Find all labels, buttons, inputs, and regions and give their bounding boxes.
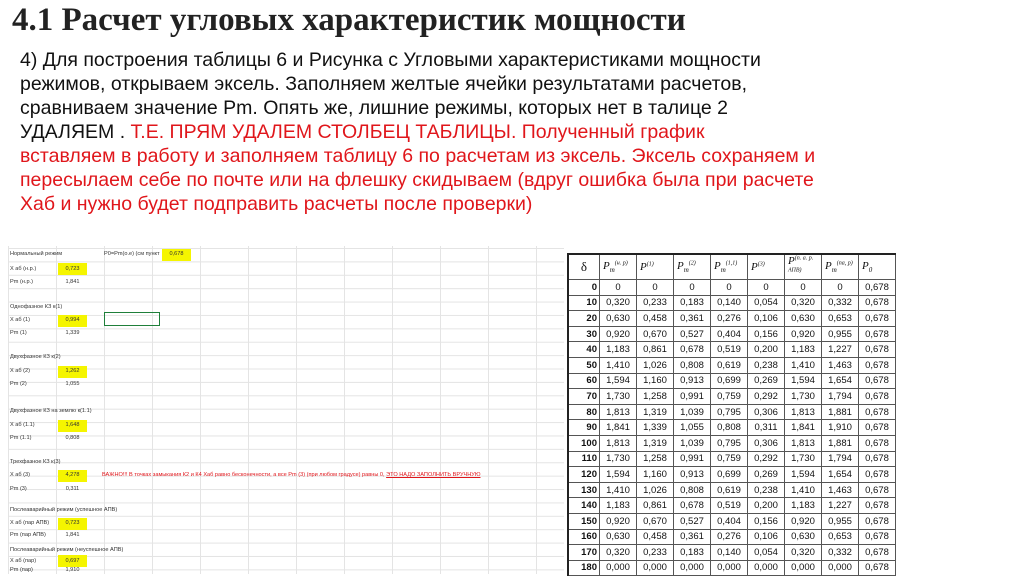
power-cell: 0,404: [711, 326, 748, 342]
power-cell: 1,410: [600, 482, 637, 498]
power-cell: 0,991: [674, 451, 711, 467]
delta-cell: 30: [568, 326, 600, 342]
power-cell: 1,841: [600, 420, 637, 436]
pmpar-label: Pm (пар АПВ): [10, 532, 46, 538]
delta-header: δ: [568, 254, 600, 280]
slide-title: 4.1 Расчет угловых характеристик мощности: [12, 2, 686, 38]
power-cell: 0,678: [859, 357, 896, 373]
power-cell: 0,920: [785, 326, 822, 342]
power-cell: 0,156: [748, 326, 785, 342]
delta-cell: 90: [568, 420, 600, 436]
power-cell: 0,699: [711, 467, 748, 483]
delta-cell: 120: [568, 467, 600, 483]
power-cell: 1,183: [785, 498, 822, 514]
pm-nr-value: 1,841: [65, 279, 80, 285]
power-header: $P_m^{(1,1)}$: [711, 254, 748, 280]
power-cell: 1,258: [637, 389, 674, 405]
power-cell: 0,991: [674, 389, 711, 405]
power-cell: 1,594: [600, 467, 637, 483]
text-line: 4) Для построения таблицы 6 и Рисунка с Угловыми характеристиками мощности: [20, 49, 761, 71]
power-cell: 0,678: [674, 342, 711, 358]
power-cell: 0,759: [711, 451, 748, 467]
power-cell: 0,404: [711, 513, 748, 529]
power-cell: 0,678: [859, 373, 896, 389]
power-cell: 0,630: [785, 311, 822, 327]
pm2-value: 1,055: [65, 381, 80, 387]
power-cell: 1,594: [785, 467, 822, 483]
pmp-label: Pm (пар): [10, 567, 33, 573]
kz3-header: Трехфазное КЗ к(3): [10, 459, 61, 465]
table-row: [568, 295, 896, 311]
excel-screenshot: [8, 246, 564, 574]
delta-cell: 150: [568, 513, 600, 529]
delta-cell: 100: [568, 435, 600, 451]
power-cell: 1,813: [785, 404, 822, 420]
table-header-row: [568, 254, 896, 280]
power-cell: 0,458: [637, 529, 674, 545]
power-header: $P_m^{(н. р)}$: [600, 254, 637, 280]
power-cell: 0,527: [674, 326, 711, 342]
power-cell: 1,227: [822, 498, 859, 514]
red-text-line: пересылаем себе по почте или на флешку скидываем (вдруг ошибка была при расчете: [20, 169, 814, 191]
power-cell: 0,106: [748, 311, 785, 327]
power-cell: 1,039: [674, 404, 711, 420]
table-row: [568, 404, 896, 420]
power-cell: 1,026: [637, 357, 674, 373]
power-cell: 0,361: [674, 529, 711, 545]
power-cell: 0,527: [674, 513, 711, 529]
power-cell: 0,200: [748, 498, 785, 514]
power-cell: 0,678: [859, 513, 896, 529]
delta-cell: 10: [568, 295, 600, 311]
p0-value: 0,678: [169, 251, 184, 257]
pm1-label: Pm (1): [10, 330, 27, 336]
delta-cell: 0: [568, 280, 600, 296]
delta-cell: 70: [568, 389, 600, 405]
table-row: [568, 529, 896, 545]
x3-value: 4,278: [65, 472, 80, 478]
table-row: [568, 342, 896, 358]
power-cell: 0,320: [600, 295, 637, 311]
power-cell: 0,955: [822, 326, 859, 342]
table-row: [568, 467, 896, 483]
power-cell: 0,678: [674, 498, 711, 514]
power-cell: 1,881: [822, 404, 859, 420]
power-cell: 0,795: [711, 404, 748, 420]
power-cell: 0,000: [748, 560, 785, 576]
power-cell: 0,678: [859, 389, 896, 405]
delta-cell: 160: [568, 529, 600, 545]
power-cell: 0,678: [859, 529, 896, 545]
power-cell: 0,861: [637, 498, 674, 514]
power-cell: 0,808: [674, 482, 711, 498]
warning-note: ВАЖНО!!! В точках замыкания К2 и К4 Хаб равно бесконечности, а все Pm (3) (при любом градусе) равны 0, ЭТО НАДО ЗАПОЛНИТЬ ВРУЧНУЮ: [102, 472, 481, 478]
power-cell: 1,183: [600, 498, 637, 514]
xpar-label: X аб (пар АПВ): [10, 520, 50, 526]
power-cell: 1,227: [822, 342, 859, 358]
power-cell: 0: [600, 280, 637, 296]
power-cell: 1,594: [600, 373, 637, 389]
power-cell: 0,233: [637, 295, 674, 311]
power-cell: 0,361: [674, 311, 711, 327]
power-cell: 0,678: [859, 404, 896, 420]
power-cell: 0,653: [822, 529, 859, 545]
power-cell: 0,306: [748, 435, 785, 451]
power-cell: 0,670: [637, 513, 674, 529]
red-emphasis-text: Т.Е. ПРЯМ УДАЛЕМ СТОЛБЕЦ ТАБЛИЦЫ. Полученный график: [130, 121, 705, 143]
power-cell: 0,276: [711, 311, 748, 327]
power-cell: 1,055: [674, 420, 711, 436]
table-row: [568, 420, 896, 436]
power-cell: 1,463: [822, 357, 859, 373]
x1-label: X аб (1): [10, 317, 30, 323]
table-row: [568, 498, 896, 514]
power-cell: 0,269: [748, 467, 785, 483]
power-cell: 0,320: [600, 545, 637, 561]
power-cell: 0,000: [674, 560, 711, 576]
power-cell: 1,730: [600, 451, 637, 467]
table-row: [568, 451, 896, 467]
power-cell: 0,292: [748, 389, 785, 405]
power-cell: 1,813: [600, 404, 637, 420]
power-header: $P^{(п. а. р. АПВ)}$: [785, 254, 822, 280]
power-cell: 0,140: [711, 545, 748, 561]
pm11-label: Pm (1.1): [10, 435, 32, 441]
power-header: $P_0$: [859, 254, 896, 280]
apv-fail-header: Послеаварийный режим (неуспешное АПВ): [10, 547, 124, 553]
power-cell: 1,160: [637, 373, 674, 389]
red-text-line: Хаб и нужно будет подправить расчеты после проверки): [20, 193, 533, 215]
table-row: [568, 513, 896, 529]
pmpar-value: 1,841: [65, 532, 80, 538]
delta-cell: 170: [568, 545, 600, 561]
power-cell: 1,183: [600, 342, 637, 358]
power-cell: 0,233: [637, 545, 674, 561]
power-cell: 1,730: [785, 389, 822, 405]
power-cell: 0: [822, 280, 859, 296]
power-cell: 0,320: [785, 545, 822, 561]
power-cell: 0,311: [748, 420, 785, 436]
power-cell: 1,160: [637, 467, 674, 483]
delta-cell: 110: [568, 451, 600, 467]
power-cell: 0,519: [711, 498, 748, 514]
power-cell: 0,292: [748, 451, 785, 467]
power-cell: 0,000: [600, 560, 637, 576]
power-cell: 0,000: [711, 560, 748, 576]
power-cell: 0,630: [600, 311, 637, 327]
power-cell: 0,630: [600, 529, 637, 545]
table-row: [568, 311, 896, 327]
text-line: сравниваем значение Pm. Опять же, лишние режимы, которых нет в талице 2: [20, 97, 729, 119]
power-cell: 1,813: [600, 435, 637, 451]
power-cell: 0,630: [785, 529, 822, 545]
power-cell: 0,183: [674, 295, 711, 311]
power-cell: 0,332: [822, 295, 859, 311]
power-cell: 0,653: [822, 311, 859, 327]
x11-value: 1,648: [65, 422, 80, 428]
table-row: [568, 280, 896, 296]
power-cell: 0,913: [674, 467, 711, 483]
p0-label: P0=Pm(о.е) (см пункт: [104, 251, 160, 257]
delta-cell: 40: [568, 342, 600, 358]
delta-cell: 20: [568, 311, 600, 327]
power-cell: 0,054: [748, 295, 785, 311]
power-cell: 1,654: [822, 467, 859, 483]
power-cell: 1,794: [822, 389, 859, 405]
power-cell: 0,955: [822, 513, 859, 529]
power-cell: 1,410: [785, 482, 822, 498]
power-cell: 1,794: [822, 451, 859, 467]
pm2-label: Pm (2): [10, 381, 27, 387]
power-cell: 0: [711, 280, 748, 296]
power-cell: 0,920: [600, 326, 637, 342]
selected-cell[interactable]: [104, 312, 160, 326]
table-row: [568, 435, 896, 451]
power-cell: 0: [674, 280, 711, 296]
pm11-value: 0,808: [65, 435, 80, 441]
instruction-text: [20, 48, 1010, 216]
power-cell: 0,678: [859, 311, 896, 327]
power-cell: 0,000: [822, 560, 859, 576]
power-cell: 0,238: [748, 482, 785, 498]
power-cell: 0,276: [711, 529, 748, 545]
power-cell: 1,463: [822, 482, 859, 498]
delta-cell: 140: [568, 498, 600, 514]
power-cell: 0,920: [785, 513, 822, 529]
text-line: [20, 120, 1010, 144]
power-cell: 0,619: [711, 482, 748, 498]
power-cell: 0: [748, 280, 785, 296]
power-cell: 1,319: [637, 435, 674, 451]
power-cell: 1,841: [785, 420, 822, 436]
power-cell: 0,759: [711, 389, 748, 405]
power-cell: 0,678: [859, 451, 896, 467]
power-cell: 0,670: [637, 326, 674, 342]
power-cell: 1,039: [674, 435, 711, 451]
power-header: $P^{(1)}$: [637, 254, 674, 280]
table-row: [568, 357, 896, 373]
power-cell: 0,808: [674, 357, 711, 373]
x11-label: X аб (1.1): [10, 422, 35, 428]
kz1-header: Однофазное КЗ к(1): [10, 304, 63, 310]
power-cell: 1,410: [600, 357, 637, 373]
table-row: [568, 326, 896, 342]
power-cell: 0,678: [859, 482, 896, 498]
x3-label: X аб (3): [10, 472, 30, 478]
pmp-value: 1,910: [65, 567, 80, 573]
power-cell: 0,238: [748, 357, 785, 373]
table-row: [568, 389, 896, 405]
power-cell: 0,678: [859, 295, 896, 311]
xp-value: 0,697: [65, 558, 80, 564]
x1-value: 0,994: [65, 317, 80, 323]
power-cell: 0,106: [748, 529, 785, 545]
x2-label: X аб (2): [10, 368, 30, 374]
power-cell: 1,258: [637, 451, 674, 467]
apv-ok-header: Послеаварийный режим (успешное АПВ): [10, 507, 118, 513]
power-cell: 0,920: [600, 513, 637, 529]
normal-mode-header: Нормальный режим: [10, 251, 63, 257]
table-row: [568, 560, 896, 576]
power-cell: 0,183: [674, 545, 711, 561]
results-table: [567, 253, 896, 576]
power-cell: 0,913: [674, 373, 711, 389]
red-text-line: вставляем в работу и заполняем таблицу 6 по расчетам из эксель. Эксель сохраняем и: [20, 145, 816, 167]
power-cell: 0,269: [748, 373, 785, 389]
power-cell: 0,000: [785, 560, 822, 576]
power-cell: 0,458: [637, 311, 674, 327]
table-row: [568, 545, 896, 561]
pm3-value: 0,311: [65, 486, 80, 492]
pm3-label: Pm (3): [10, 486, 27, 492]
power-cell: 0,306: [748, 404, 785, 420]
pm1-value: 1,339: [65, 330, 80, 336]
x2-value: 1,262: [65, 368, 80, 374]
delta-cell: 50: [568, 357, 600, 373]
xp-label: X аб (пар): [10, 558, 37, 564]
power-cell: 1,881: [822, 435, 859, 451]
power-cell: 1,339: [637, 420, 674, 436]
power-cell: 1,594: [785, 373, 822, 389]
table-row: [568, 373, 896, 389]
power-cell: 0: [637, 280, 674, 296]
xpar-value: 0,723: [65, 520, 80, 526]
kz11-header: Двухфазное КЗ на землю к(1.1): [10, 408, 92, 414]
power-cell: 1,730: [600, 389, 637, 405]
power-cell: 0,678: [859, 498, 896, 514]
power-cell: 0,795: [711, 435, 748, 451]
text-delete: УДАЛЯЕМ .: [20, 121, 131, 143]
power-cell: 0,678: [859, 280, 896, 296]
power-cell: 0,678: [859, 420, 896, 436]
power-header: $P^{(3)}$: [748, 254, 785, 280]
power-cell: 0,200: [748, 342, 785, 358]
power-header: $P_m^{(па, р)}$: [822, 254, 859, 280]
power-cell: 0,678: [859, 560, 896, 576]
power-cell: 0,678: [859, 545, 896, 561]
x-nr-value: 0,723: [65, 266, 80, 272]
text-line: режимов, открываем эксель. Заполняем желтые ячейки результатами расчетов,: [20, 73, 748, 95]
delta-cell: 80: [568, 404, 600, 420]
power-cell: 1,319: [637, 404, 674, 420]
power-cell: 0,320: [785, 295, 822, 311]
table-row: [568, 482, 896, 498]
power-cell: 0,619: [711, 357, 748, 373]
power-cell: 0,678: [859, 467, 896, 483]
power-cell: 0,054: [748, 545, 785, 561]
power-cell: 0,156: [748, 513, 785, 529]
power-header: $P_m^{(2)}$: [674, 254, 711, 280]
delta-cell: 60: [568, 373, 600, 389]
power-cell: 0,000: [637, 560, 674, 576]
delta-cell: 180: [568, 560, 600, 576]
power-cell: 0,678: [859, 326, 896, 342]
power-cell: 0,140: [711, 295, 748, 311]
power-cell: 0,699: [711, 373, 748, 389]
power-cell: 1,910: [822, 420, 859, 436]
power-cell: 1,813: [785, 435, 822, 451]
power-cell: 0: [785, 280, 822, 296]
kz2-header: Двухфазное КЗ к(2): [10, 354, 61, 360]
power-cell: 0,332: [822, 545, 859, 561]
power-cell: 0,678: [859, 435, 896, 451]
power-cell: 1,026: [637, 482, 674, 498]
power-cell: 0,808: [711, 420, 748, 436]
power-cell: 0,678: [859, 342, 896, 358]
x-nr-label: X аб (н.р.): [10, 266, 37, 272]
power-cell: 0,861: [637, 342, 674, 358]
power-cell: 0,519: [711, 342, 748, 358]
delta-cell: 130: [568, 482, 600, 498]
power-cell: 1,730: [785, 451, 822, 467]
power-cell: 1,183: [785, 342, 822, 358]
power-cell: 1,410: [785, 357, 822, 373]
power-cell: 1,654: [822, 373, 859, 389]
pm-nr-label: Pm (н.р.): [10, 279, 33, 285]
